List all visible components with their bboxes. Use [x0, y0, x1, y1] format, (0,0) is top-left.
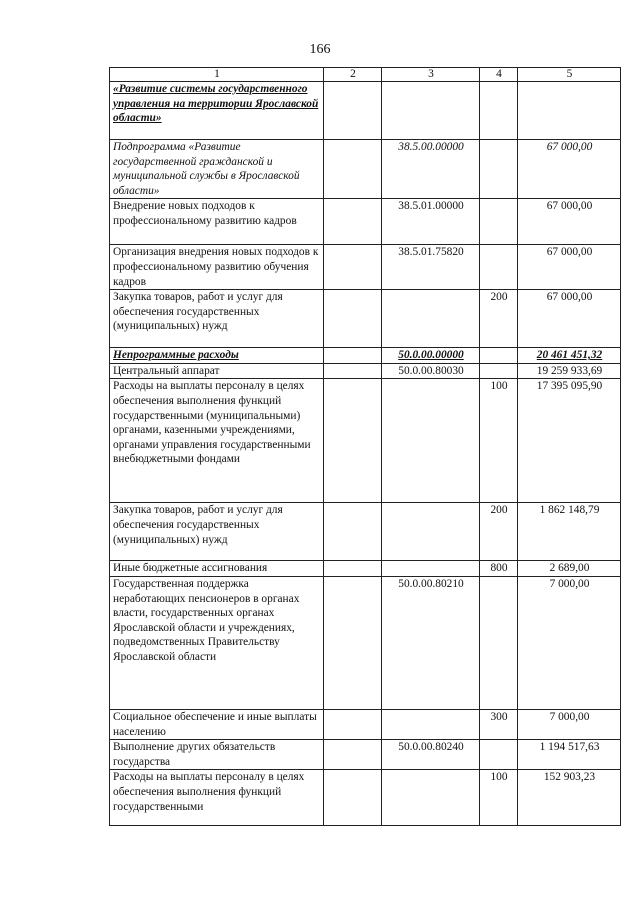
row-amount-cell: 152 903,23 — [518, 770, 621, 826]
row-col2-cell — [324, 199, 382, 245]
table-row — [110, 82, 621, 140]
row-col2-cell — [324, 290, 382, 348]
row-code-cell: 50.0.00.80210 — [382, 576, 480, 709]
row-col2-cell — [324, 709, 382, 739]
row-amount-cell: 1 862 148,79 — [518, 503, 621, 561]
row-col2-cell — [324, 140, 382, 199]
row-amount-cell: 2 689,00 — [518, 561, 621, 577]
row-col2-cell — [324, 245, 382, 290]
row-type-cell: 300 — [480, 709, 518, 739]
row-type-cell — [480, 740, 518, 770]
row-amount-cell: 67 000,00 — [518, 199, 621, 245]
row-name-cell: Выполнение других обязательств государства — [110, 740, 324, 770]
budget-table — [109, 67, 621, 826]
row-amount-cell: 67 000,00 — [518, 140, 621, 199]
row-code-cell: 50.0.00.00000 — [382, 348, 480, 364]
row-name-cell: Социальное обеспечение и иные выплаты населению — [110, 709, 324, 739]
row-code-cell: 50.0.00.80030 — [382, 363, 480, 379]
row-amount-cell: 1 194 517,63 — [518, 740, 621, 770]
row-type-cell: 100 — [480, 379, 518, 503]
row-name-cell: Государственная поддержка неработающих пенсионеров в органах власти, государственных органах Ярославской области и учреждениях, подведомственных Правительству Ярославской области — [110, 576, 324, 709]
row-code-cell — [382, 379, 480, 503]
row-code-cell: 38.5.01.00000 — [382, 199, 480, 245]
row-type-cell — [480, 348, 518, 364]
row-name-cell: Организация внедрения новых подходов к профессиональному развитию обучения кадров — [110, 245, 324, 290]
row-col2-cell — [324, 561, 382, 577]
table-body — [110, 82, 621, 826]
row-type-cell: 100 — [480, 770, 518, 826]
row-name-cell: Закупка товаров, работ и услуг для обеспечения государственных (муниципальных) нужд — [110, 503, 324, 561]
header-row — [110, 68, 621, 82]
row-name-cell: «Развитие системы государственного управления на территории Ярославской области» — [110, 82, 324, 140]
row-amount-cell: 67 000,00 — [518, 290, 621, 348]
row-code-cell — [382, 290, 480, 348]
table-row — [110, 709, 621, 739]
row-name-cell: Расходы на выплаты персоналу в целях обеспечения выполнения функций государственными (муниципальными) органами, казенными учреждениями, органами управления государственными внебюджетными фондами — [110, 379, 324, 503]
row-col2-cell — [324, 363, 382, 379]
row-name-cell: Центральный аппарат — [110, 363, 324, 379]
column-header: 2 — [324, 68, 382, 82]
row-type-cell: 800 — [480, 561, 518, 577]
row-name-cell: Внедрение новых подходов к профессиональному развитию кадров — [110, 199, 324, 245]
row-col2-cell — [324, 348, 382, 364]
row-code-cell — [382, 503, 480, 561]
row-type-cell — [480, 363, 518, 379]
row-type-cell — [480, 140, 518, 199]
row-type-cell — [480, 245, 518, 290]
row-code-cell — [382, 709, 480, 739]
table-row — [110, 290, 621, 348]
column-header: 1 — [110, 68, 324, 82]
row-name-cell: Подпрограмма «Развитие государственной гражданской и муниципальной службы в Ярославской области» — [110, 140, 324, 199]
row-amount-cell: 19 259 933,69 — [518, 363, 621, 379]
row-type-cell — [480, 576, 518, 709]
row-amount-cell: 67 000,00 — [518, 245, 621, 290]
row-type-cell: 200 — [480, 290, 518, 348]
row-col2-cell — [324, 576, 382, 709]
row-col2-cell — [324, 770, 382, 826]
row-name-cell: Расходы на выплаты персоналу в целях обеспечения выполнения функций государственными — [110, 770, 324, 826]
row-amount-cell: 20 461 451,32 — [518, 348, 621, 364]
table-row — [110, 363, 621, 379]
table-row — [110, 740, 621, 770]
row-code-cell — [382, 82, 480, 140]
page-number: 166 — [309, 42, 331, 57]
row-name-cell: Иные бюджетные ассигнования — [110, 561, 324, 577]
row-name-cell: Закупка товаров, работ и услуг для обеспечения государственных (муниципальных) нужд — [110, 290, 324, 348]
row-code-cell: 38.5.00.00000 — [382, 140, 480, 199]
table-row — [110, 379, 621, 503]
column-header: 3 — [382, 68, 480, 82]
column-header: 5 — [518, 68, 621, 82]
row-type-cell — [480, 199, 518, 245]
row-name-cell: Непрограммные расходы — [110, 348, 324, 364]
row-code-cell: 50.0.00.80240 — [382, 740, 480, 770]
row-type-cell — [480, 82, 518, 140]
row-type-cell: 200 — [480, 503, 518, 561]
row-code-cell — [382, 561, 480, 577]
table-row — [110, 348, 621, 364]
column-header: 4 — [480, 68, 518, 82]
row-code-cell — [382, 770, 480, 826]
table-row — [110, 770, 621, 826]
row-amount-cell: 7 000,00 — [518, 709, 621, 739]
row-col2-cell — [324, 740, 382, 770]
row-code-cell: 38.5.01.75820 — [382, 245, 480, 290]
row-col2-cell — [324, 379, 382, 503]
table-row — [110, 140, 621, 199]
row-amount-cell — [518, 82, 621, 140]
row-col2-cell — [324, 82, 382, 140]
table-row — [110, 245, 621, 290]
row-amount-cell: 17 395 095,90 — [518, 379, 621, 503]
row-col2-cell — [324, 503, 382, 561]
table-row — [110, 503, 621, 561]
row-amount-cell: 7 000,00 — [518, 576, 621, 709]
table-row — [110, 199, 621, 245]
table-row — [110, 561, 621, 577]
table-row — [110, 576, 621, 709]
